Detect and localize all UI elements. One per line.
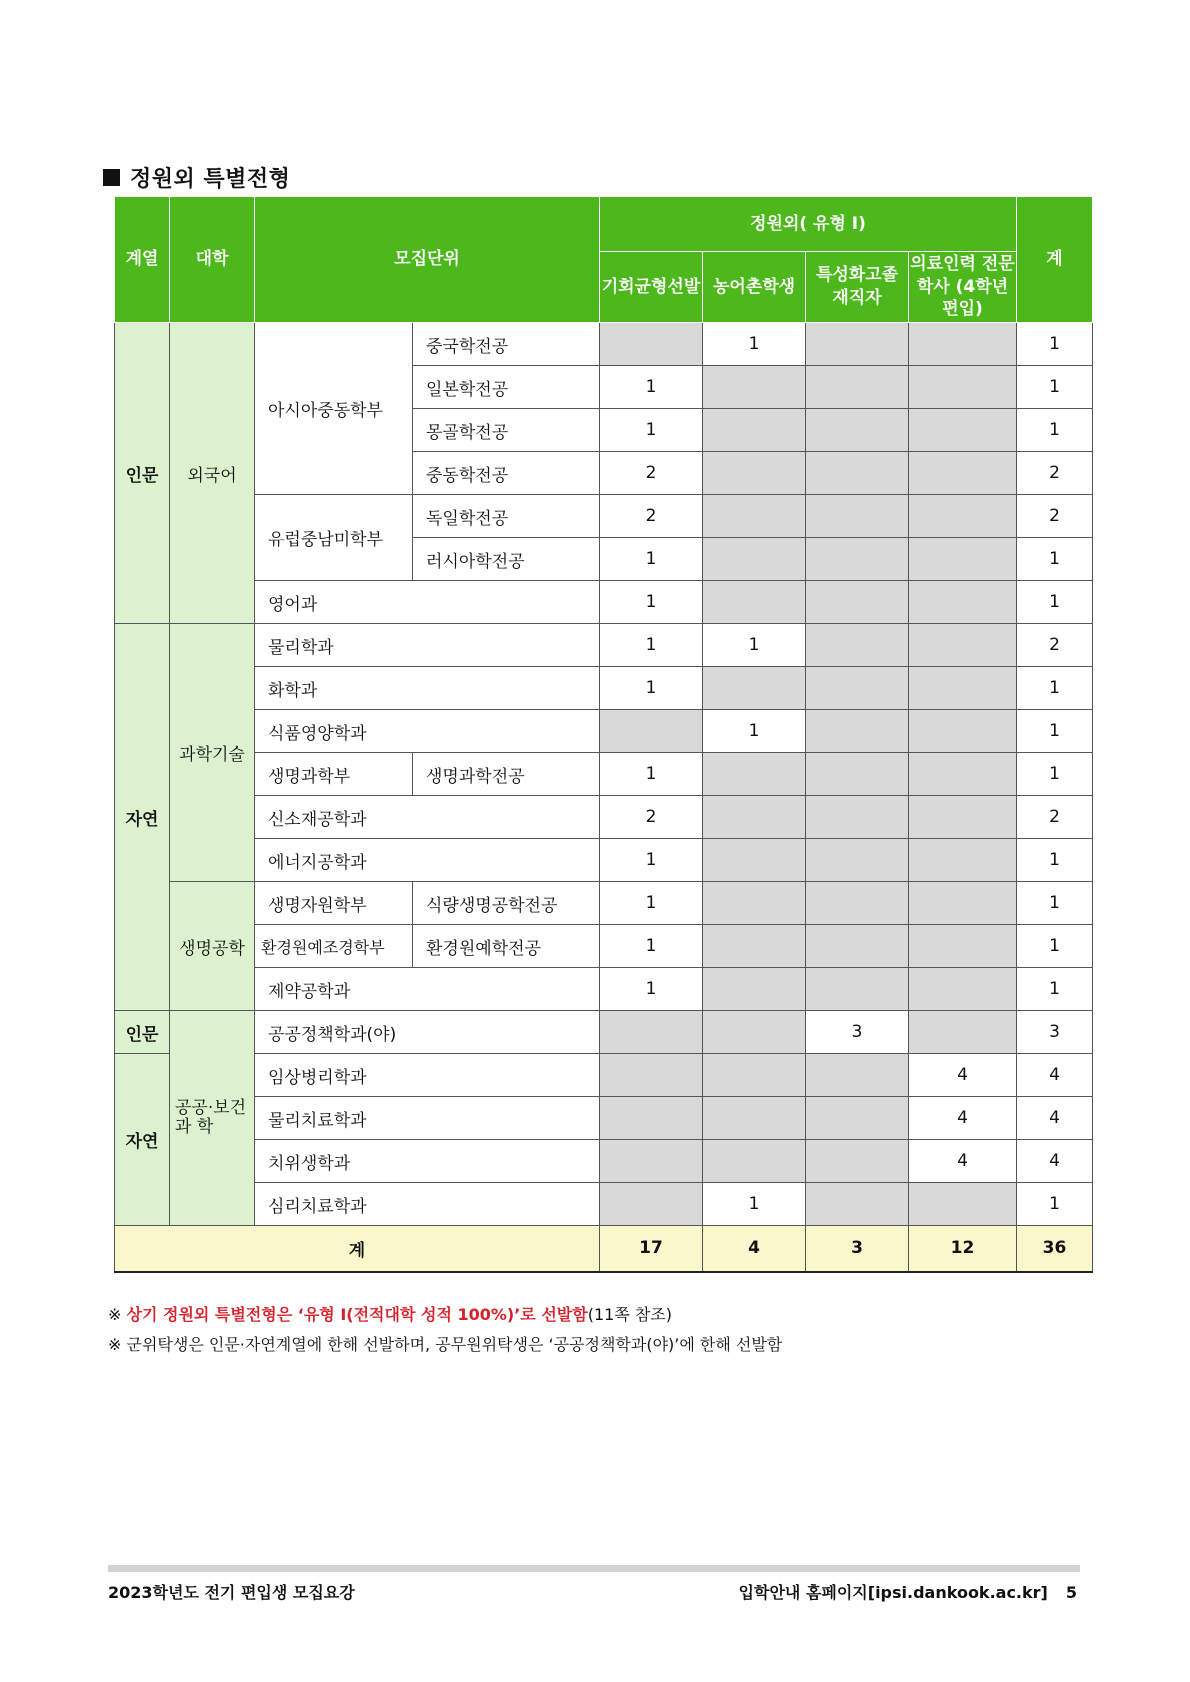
value-cell	[703, 925, 806, 968]
table-row	[115, 581, 1093, 624]
table-row	[115, 839, 1093, 882]
row-total-cell: 1	[1017, 1183, 1093, 1226]
table-row	[115, 1183, 1093, 1226]
value-cell	[909, 710, 1017, 753]
table-row	[115, 495, 1093, 538]
table-row	[115, 323, 1093, 366]
value-cell	[806, 366, 909, 409]
row-total-cell: 1	[1017, 323, 1093, 366]
value-cell	[703, 1140, 806, 1183]
unit-cell: 환경원예학전공	[413, 925, 600, 968]
value-cell	[703, 1011, 806, 1054]
value-cell	[703, 366, 806, 409]
row-total-cell: 2	[1017, 495, 1093, 538]
section-title	[103, 162, 290, 193]
page-number: 5	[1065, 1583, 1077, 1602]
value-cell	[703, 796, 806, 839]
value-cell	[909, 581, 1017, 624]
value-cell	[703, 882, 806, 925]
unit-cell: 생명과학전공	[413, 753, 600, 796]
value-cell	[600, 1183, 703, 1226]
group-cell: 자연	[115, 1054, 170, 1226]
value-cell: 4	[909, 1097, 1017, 1140]
value-cell: 2	[600, 796, 703, 839]
value-cell	[909, 882, 1017, 925]
value-cell	[909, 409, 1017, 452]
header-extra-quota: 정원외( 유형 Ⅰ)	[600, 197, 1017, 252]
value-cell	[806, 1183, 909, 1226]
unit-cell: 치위생학과	[255, 1140, 600, 1183]
value-cell	[909, 624, 1017, 667]
unit-cell: 에너지공학과	[255, 839, 600, 882]
unit-cell: 영어과	[255, 581, 600, 624]
value-cell	[909, 968, 1017, 1011]
division-cell: 아시아중동학부	[255, 323, 413, 495]
value-cell	[600, 710, 703, 753]
value-cell	[806, 409, 909, 452]
unit-cell: 물리치료학과	[255, 1097, 600, 1140]
total-cell: 3	[806, 1226, 909, 1272]
total-cell: 12	[909, 1226, 1017, 1272]
table-row	[115, 1054, 1093, 1097]
value-cell	[909, 452, 1017, 495]
header-row	[115, 197, 1093, 252]
footer-right	[739, 1580, 1077, 1603]
row-total-cell: 1	[1017, 409, 1093, 452]
note-1-highlight: 상기 정원외 특별전형은 ‘유형 Ⅰ(전적대학 성적 100%)’로 선발함	[126, 1305, 588, 1324]
value-cell	[806, 624, 909, 667]
table-row	[115, 624, 1093, 667]
value-cell	[806, 968, 909, 1011]
value-cell: 1	[600, 882, 703, 925]
value-cell: 1	[600, 925, 703, 968]
note-2	[108, 1330, 782, 1360]
value-cell: 3	[806, 1011, 909, 1054]
value-cell	[909, 1011, 1017, 1054]
group-cell: 인문	[115, 323, 170, 624]
reference-mark-icon: ※	[108, 1335, 122, 1354]
value-cell	[909, 925, 1017, 968]
footer-divider	[108, 1565, 1080, 1572]
unit-cell: 일본학전공	[413, 366, 600, 409]
header-opportunity: 기회균형선발	[600, 252, 703, 323]
value-cell	[909, 753, 1017, 796]
total-cell: 17	[600, 1226, 703, 1272]
value-cell	[600, 1097, 703, 1140]
unit-cell: 독일학전공	[413, 495, 600, 538]
row-total-cell: 3	[1017, 1011, 1093, 1054]
value-cell: 1	[600, 581, 703, 624]
row-total-cell: 1	[1017, 366, 1093, 409]
row-total-cell: 1	[1017, 968, 1093, 1011]
value-cell: 1	[600, 366, 703, 409]
value-cell	[703, 409, 806, 452]
value-cell	[909, 796, 1017, 839]
row-total-cell: 2	[1017, 452, 1093, 495]
row-total-cell: 1	[1017, 667, 1093, 710]
value-cell: 1	[703, 710, 806, 753]
note-1	[108, 1300, 782, 1330]
value-cell	[600, 1054, 703, 1097]
header-college: 대학	[170, 197, 255, 323]
header-rural: 농어촌학생	[703, 252, 806, 323]
division-cell: 생명자원학부	[255, 882, 413, 925]
total-row	[115, 1226, 1093, 1272]
unit-cell: 임상병리학과	[255, 1054, 600, 1097]
unit-cell: 화학과	[255, 667, 600, 710]
value-cell	[806, 667, 909, 710]
value-cell	[806, 1097, 909, 1140]
value-cell: 4	[909, 1140, 1017, 1183]
quota-table	[114, 196, 1093, 1273]
value-cell	[806, 495, 909, 538]
value-cell	[600, 1011, 703, 1054]
row-total-cell: 1	[1017, 882, 1093, 925]
value-cell	[909, 1183, 1017, 1226]
college-cell: 생명공학	[170, 882, 255, 1011]
unit-cell: 식량생명공학전공	[413, 882, 600, 925]
value-cell	[806, 710, 909, 753]
footer-homepage: 입학안내 홈페이지[ipsi.dankook.ac.kr]	[738, 1583, 1048, 1602]
college-cell: 외국어	[170, 323, 255, 624]
square-bullet-icon	[103, 169, 120, 186]
row-total-cell: 1	[1017, 839, 1093, 882]
value-cell	[909, 323, 1017, 366]
value-cell	[909, 667, 1017, 710]
table-row	[115, 667, 1093, 710]
value-cell: 1	[600, 968, 703, 1011]
value-cell: 1	[703, 624, 806, 667]
table-row	[115, 1097, 1093, 1140]
note-1-ref: (11쪽 참조)	[587, 1305, 673, 1324]
unit-cell: 신소재공학과	[255, 796, 600, 839]
header-group: 계열	[115, 197, 170, 323]
value-cell: 1	[600, 839, 703, 882]
row-total-cell: 1	[1017, 753, 1093, 796]
note-2-text: 군위탁생은 인문·자연계열에 한해 선발하며, 공무원위탁생은 ‘공공정책학과(야)’에 한해 선발함	[126, 1335, 783, 1354]
value-cell	[703, 581, 806, 624]
value-cell	[806, 581, 909, 624]
value-cell	[909, 538, 1017, 581]
value-cell	[600, 1140, 703, 1183]
value-cell	[806, 796, 909, 839]
value-cell	[703, 1097, 806, 1140]
total-cell: 4	[703, 1226, 806, 1272]
value-cell: 4	[909, 1054, 1017, 1097]
value-cell: 2	[600, 495, 703, 538]
value-cell: 1	[703, 323, 806, 366]
value-cell	[909, 839, 1017, 882]
value-cell	[703, 538, 806, 581]
row-total-cell: 1	[1017, 710, 1093, 753]
value-cell	[703, 753, 806, 796]
value-cell	[703, 839, 806, 882]
row-total-cell: 1	[1017, 581, 1093, 624]
table-row	[115, 968, 1093, 1011]
row-total-cell: 4	[1017, 1140, 1093, 1183]
unit-cell: 중동학전공	[413, 452, 600, 495]
college-cell: 과학기술	[170, 624, 255, 882]
reference-mark-icon: ※	[108, 1305, 122, 1324]
unit-cell: 몽골학전공	[413, 409, 600, 452]
value-cell: 1	[600, 538, 703, 581]
table-row	[115, 925, 1093, 968]
row-total-cell: 4	[1017, 1054, 1093, 1097]
unit-cell: 중국학전공	[413, 323, 600, 366]
grand-total-cell: 36	[1017, 1226, 1093, 1272]
group-cell: 자연	[115, 624, 170, 1011]
unit-cell: 공공정책학과(야)	[255, 1011, 600, 1054]
table-row	[115, 753, 1093, 796]
division-cell: 환경원예조경학부	[255, 925, 413, 968]
value-cell: 1	[600, 624, 703, 667]
unit-cell: 식품영양학과	[255, 710, 600, 753]
value-cell	[806, 839, 909, 882]
group-cell: 인문	[115, 1011, 170, 1054]
college-cell	[170, 1011, 255, 1226]
value-cell	[806, 925, 909, 968]
table-row	[115, 882, 1093, 925]
table-row	[115, 710, 1093, 753]
value-cell	[806, 882, 909, 925]
value-cell	[703, 667, 806, 710]
unit-cell: 러시아학전공	[413, 538, 600, 581]
unit-cell: 물리학과	[255, 624, 600, 667]
college-label: 공공·보건과 학	[175, 1098, 247, 1137]
division-cell: 생명과학부	[255, 753, 413, 796]
value-cell	[703, 1054, 806, 1097]
division-cell: 유럽중남미학부	[255, 495, 413, 581]
value-cell	[703, 452, 806, 495]
table-row	[115, 796, 1093, 839]
value-cell	[703, 495, 806, 538]
value-cell	[600, 323, 703, 366]
value-cell	[806, 323, 909, 366]
value-cell	[806, 538, 909, 581]
header-unit: 모집단위	[255, 197, 600, 323]
notes	[108, 1300, 782, 1360]
table-row	[115, 1011, 1093, 1054]
row-total-cell: 2	[1017, 796, 1093, 839]
value-cell	[806, 452, 909, 495]
value-cell: 1	[600, 409, 703, 452]
value-cell: 1	[600, 667, 703, 710]
value-cell	[806, 1140, 909, 1183]
header-medical: 의료인력 전문학사 (4학년 편입)	[909, 252, 1017, 323]
total-label: 계	[115, 1226, 600, 1272]
value-cell	[806, 753, 909, 796]
header-total: 계	[1017, 197, 1093, 323]
row-total-cell: 1	[1017, 538, 1093, 581]
unit-cell: 제약공학과	[255, 968, 600, 1011]
value-cell	[703, 968, 806, 1011]
value-cell: 1	[600, 753, 703, 796]
row-total-cell: 4	[1017, 1097, 1093, 1140]
row-total-cell: 2	[1017, 624, 1093, 667]
value-cell	[909, 495, 1017, 538]
header-vocational: 특성화고졸 재직자	[806, 252, 909, 323]
unit-cell: 심리치료학과	[255, 1183, 600, 1226]
table-row	[115, 1140, 1093, 1183]
value-cell: 2	[600, 452, 703, 495]
value-cell	[806, 1054, 909, 1097]
value-cell: 1	[703, 1183, 806, 1226]
value-cell	[909, 366, 1017, 409]
footer-doc-title: 2023학년도 전기 편입생 모집요강	[108, 1583, 355, 1602]
row-total-cell: 1	[1017, 925, 1093, 968]
section-title-text: 정원외 특별전형	[130, 167, 291, 192]
